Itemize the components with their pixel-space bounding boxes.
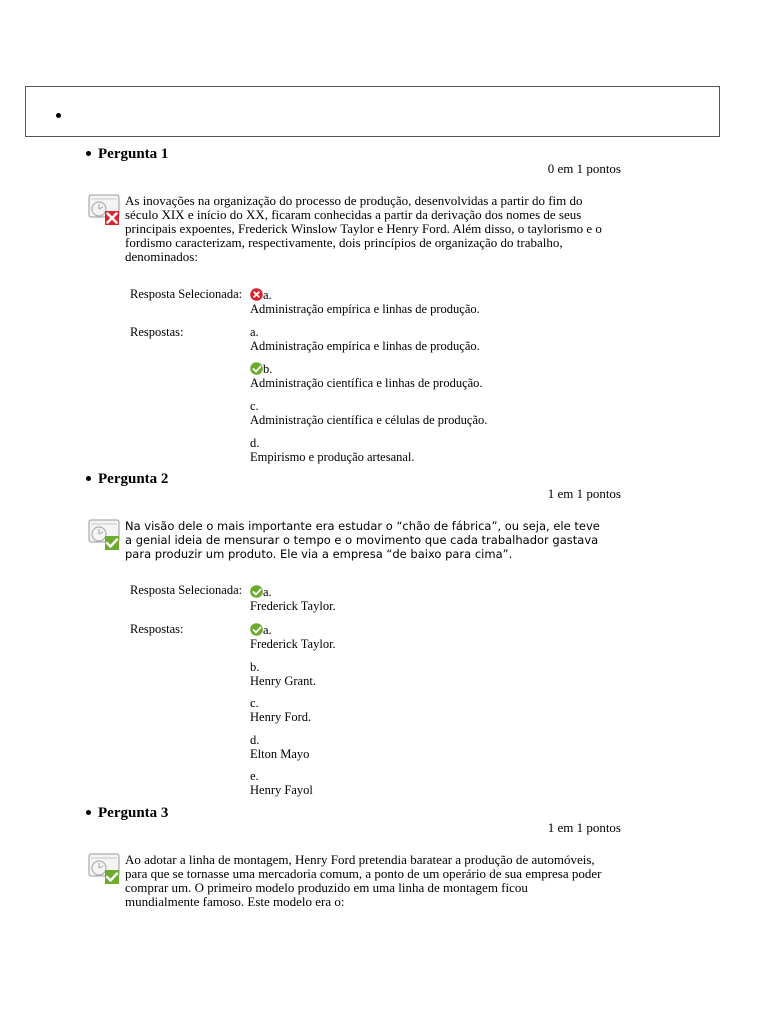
selected-answer-label: Resposta Selecionada: [130,287,243,301]
question-2-score: 1 em 1 pontos [547,486,621,501]
answer-option: b. Henry Grant. [250,660,316,688]
answers-label: Respostas: [130,622,184,636]
answers-label: Respostas: [130,325,184,339]
answer-option: b. Administração científica e linhas de produção. [250,362,483,390]
question-1-title: Pergunta 1 [86,146,168,163]
question-3-title: Pergunta 3 [86,805,168,822]
correct-status-icon [88,853,122,885]
bullet [56,113,61,118]
question-2-text: Na visão dele o mais importante era estudar o “chão de fábrica”, ou seja, ele teve a genial ideia de mensurar o tempo e o movimento que cada trabalhador gastava para produzir um produto. Ele via a empresa “de baixo para cima”. [125,519,600,561]
selected-answer: a. Frederick Taylor. [250,585,336,613]
answer-option: e. Henry Fayol [250,769,313,797]
top-bullet-box [25,86,720,137]
question-1-text: As inovações na organização do processo de produção, desenvolvidas a partir do fim do século XIX e início do XX, ficaram conhecidas a partir da derivação dos nomes de seus principais expoentes, Frederick Winslow Taylor e Henry Ford. Além disso, o taylorismo e o fordismo caracterizam, respectivamente, dois princípios de organização do trabalho, denominados: [125,193,602,264]
question-3-score: 1 em 1 pontos [547,820,621,835]
selected-answer-label: Resposta Selecionada: [130,583,243,597]
answer-option: d. Empirismo e produção artesanal. [250,436,415,464]
correct-mark-icon [250,585,263,598]
answer-option: c. Henry Ford. [250,696,312,724]
answer-option: a. Administração empírica e linhas de produção. [250,325,480,353]
selected-answer: a. Administração empírica e linhas de produção. [250,288,480,316]
question-2-title: Pergunta 2 [86,471,168,488]
incorrect-status-icon [88,194,122,226]
answer-option: d. Elton Mayo [250,733,310,761]
correct-status-icon [88,519,122,551]
answer-option: a. Frederick Taylor. [250,623,336,651]
correct-mark-icon [250,362,263,375]
correct-mark-icon [250,623,263,636]
answer-option: c. Administração científica e células de produção. [250,399,488,427]
question-3-text: Ao adotar a linha de montagem, Henry Ford pretendia baratear a produção de automóveis, para que se tornasse uma mercadoria comum, a ponto de um operário de sua empresa poder comprar um. O primeiro modelo produzido em uma linha de montagem ficou mundialmente famoso. Este modelo era o: [125,852,602,909]
wrong-mark-icon [250,288,263,301]
question-1-score: 0 em 1 pontos [547,161,621,176]
